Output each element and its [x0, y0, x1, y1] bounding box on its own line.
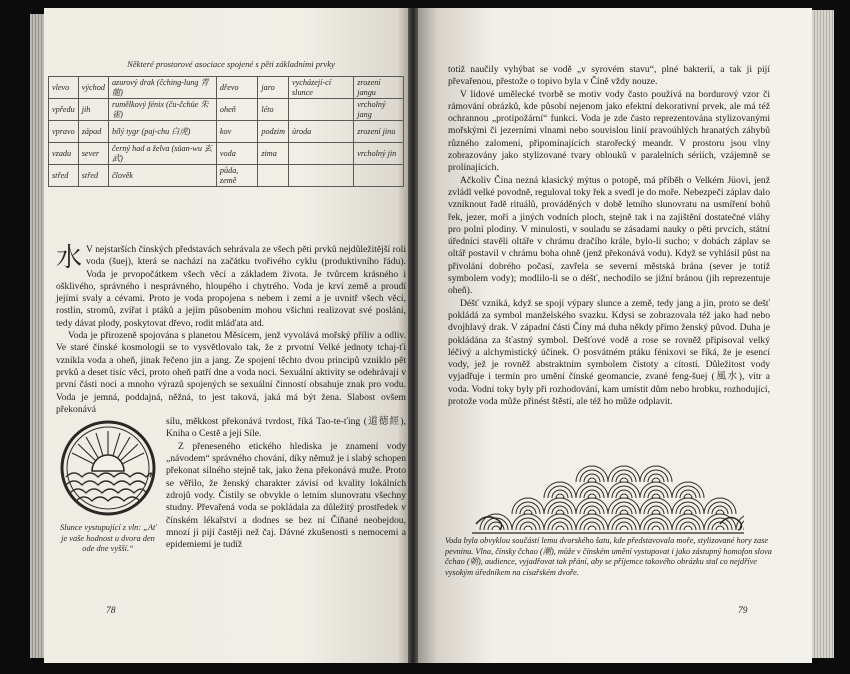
table-cell: černý had a želva (süan-wu 玄武) [108, 143, 216, 165]
wave-scale-arc [556, 494, 564, 498]
wave-scale-arc [620, 526, 628, 530]
wave-scale-arc [644, 518, 668, 530]
wave-scale-arc [708, 502, 732, 514]
table-cell: vrcholný jang [354, 99, 404, 121]
wave-scale-arc [684, 510, 692, 514]
table-cell: zima [258, 143, 289, 165]
book-spine [408, 8, 418, 663]
wave-scale-arc [556, 510, 564, 514]
wave-scale-arc [620, 478, 628, 482]
stylized-waves-icon [472, 454, 744, 534]
table-cell: oheň [216, 99, 257, 121]
table-cell: zrození jinu [354, 121, 404, 143]
table-cell: sever [78, 143, 108, 165]
table-cell: jih [78, 99, 108, 121]
left-body-text [56, 244, 406, 569]
wave-scale-arc [652, 494, 660, 498]
paragraph: Z přeneseného etického hlediska je znamení vody „návodem“ správného chování, díky němuž je i slabý schopen překonat silného stejně tak, jako žena překonává muže. Proto se věřilo, že ženský charakter závisí od kvality lokálních zdrojů vody. Čistily se obvykle o letním slunovratu všechny studny. Převařená voda se pokládala za důležitý prostředek v čínském lékařství a dodnes se bez ní Číňané neobejdou, mnozí ji pijí častěji než čaj. Dávné zkušenosti s nemocemi a epidemiemi je tudíž [166, 440, 406, 551]
table-row [49, 121, 404, 143]
paragraph: V lidové umělecké tvorbě se motiv vody často používá na bordurový vzor či rámování obrázků, kde působí nejenom jako efektní dekorativní prvek, ale má též ochrannou „protipožární“ funkci. Voda je zde často reprezentována stylizovanými mořskými či jezerními vlnami nebo souvislou linií pravoúhlých hranatých záhybů různého zalomení, připomínajících starořecký meandr. V prostoru jsou vlny zobrazovány jako stylizované tvary oblouků v paralelních sériích, vzájemně se prolínajících. [448, 88, 770, 174]
paragraph: totiž naučily vyhýbat se vodě „v syrovém stavu“, plné bakterií, a tak ji pijí převařenou, přestože o topivo byla v Číně vždy nouze. [448, 64, 770, 88]
table-cell: vycházejí-cí slunce [289, 77, 354, 99]
table-row [49, 99, 404, 121]
table-row [49, 77, 404, 99]
wave-scale-arc [620, 494, 628, 498]
table-cell: podzim [258, 121, 289, 143]
wave-scale-arc [548, 518, 572, 530]
paragraph: sílu, měkkost překonává tvrdost, říká Tao-te-ťing (道德經), Kniha o Cestě a její Síle. [166, 416, 406, 440]
wave-scale-arc [524, 526, 532, 530]
table-cell: západ [78, 121, 108, 143]
wave-scale-arc [612, 486, 636, 498]
table-cell: člověk [108, 165, 216, 187]
water-character-dropcap: 水 [56, 243, 83, 273]
table-caption: Některé prostorové asociace spojené s pěti základními prvky [127, 59, 335, 69]
table-cell: azurový drak (čching-lung 青龍) [108, 77, 216, 99]
table-cell: kov [216, 121, 257, 143]
paragraph: Déšť vzniká, když se spojí výpary slunce a země, tedy jang a jin, proto se dešť pokládá za symbol manželského svazku. Kdysi se zobrazovala též jako had nebo dvojhlavý drak. V západní části Číny má duha někdy přímo ženský původ. Duha je pokládána za šťastný symbol. Dešťové vodě a rose se rovněž připisoval velký léčivý a alchymistický účinek. O posvátném ptáku fénixovi se říká, že je esencí vody, jež je rovněž abstraktním symbolem čistoty a cítostí. Důležitost vody vyjadřuje i termín pro umění čínské geomancie, zvané feng-šuej (風水), vítr a voda. Vodní toky byly při rozhodování, kam umístit dům nebo hrobku, rozhodující, protože voda může přinést štěstí, ale též ho může odplavit. [448, 297, 770, 408]
wave-scale-arc [516, 502, 540, 514]
book-page-edges-right [812, 10, 834, 658]
rising-sun-illustration [56, 419, 160, 569]
table-cell: zrození jangu [354, 77, 404, 99]
wave-scale-arc [484, 518, 508, 530]
wave-scale-arc [580, 502, 604, 514]
wave-scale-arc [612, 518, 636, 530]
wave-scale-arc [644, 486, 668, 498]
wave-scale-arc [652, 526, 660, 530]
table-cell: jaro [258, 77, 289, 99]
table-cell: půda, země [216, 165, 257, 187]
page-number-right: 79 [738, 606, 748, 616]
wave-scale-arc [492, 526, 500, 530]
wave-scale-arc [684, 526, 692, 530]
table-cell: voda [216, 143, 257, 165]
table-cell: úroda [289, 121, 354, 143]
table-cell: bílý tygr (paj-chu 白虎) [108, 121, 216, 143]
wave-scale-arc [580, 470, 604, 482]
table-cell: vpředu [49, 99, 79, 121]
wave-scale-arc [588, 494, 596, 498]
table-cell: léto [258, 99, 289, 121]
wave-scale-arc [676, 502, 700, 514]
wave-scale-arc [580, 486, 604, 498]
associations-table [48, 76, 404, 187]
table-cell [354, 165, 404, 187]
wave-scale-arc [644, 470, 668, 482]
wave-scale-arc [588, 526, 596, 530]
wave-scale-arc [684, 494, 692, 498]
table-cell: střed [49, 165, 79, 187]
wave-scale-arc [548, 486, 572, 498]
wave-scale-arc [644, 502, 668, 514]
table-cell: vlevo [49, 77, 79, 99]
table-cell [289, 143, 354, 165]
page-number-left: 78 [106, 606, 116, 616]
wave-scale-arc [716, 526, 724, 530]
table-cell: vpravo [49, 121, 79, 143]
wave-scale-arc [556, 526, 564, 530]
wave-scale-arc [580, 518, 604, 530]
paragraph: Voda je přirozeně spojována s planetou Měsícem, jenž vyvolává mořský příliv a odliv. Ve staré čínské kosmologii se to vysvětlovalo tak, že z prvotní Velké jednoty tchaj-ťi vznikla voda a oheň, jinak řečeno jin a jang. Ze spojení těchto dvou principů vzniklo pět prvků a deset tisíc věcí, proto oheň patří dne a voda noci. Sexuální aktivity se odehrávají v první části noci a mnoho výrazů spojených se sexuální činností obsahuje znak pro vodu. Voda je jemná, poddajná, něžná, to jest taková, jaká má být žena. Slabost ovšem překonává [56, 330, 406, 415]
waves-illustration-caption: Voda byla obvyklou součástí lemu dvorského šatu, kde představovala moře, stylizované hory zase pevninu. Vlna, čínsky čchao (潮), může v čínském umění vystupovat i jako zástupný homofon slova čchao (朝), audience, vyjadřovat tak přání, aby se příjemce takového obrázku stal co nejdříve vysokým úředníkem na císařském dvoře. [445, 536, 772, 577]
table-row [49, 165, 404, 187]
wave-scale-arc [524, 510, 532, 514]
right-body-text [448, 64, 770, 408]
table-cell [289, 99, 354, 121]
wave-scale-arc [676, 518, 700, 530]
wave-scale-arc [620, 510, 628, 514]
book-page-edges-left [30, 14, 44, 658]
wave-scale-arc [676, 486, 700, 498]
sun-over-waves-icon [56, 419, 160, 517]
table-cell: dřevo [216, 77, 257, 99]
wave-scale-arc [612, 502, 636, 514]
wave-scale-arc [652, 478, 660, 482]
sun-illustration-caption: Slunce vystupující z vln: „Ať je vaše hodnost u dvora den ode dne vyšší.“ [59, 523, 157, 554]
wave-scale-arc [716, 510, 724, 514]
wave-scale-arc [588, 510, 596, 514]
wave-scale-arc [588, 478, 596, 482]
table-row [49, 143, 404, 165]
paragraph: V nejstarších čínských představách sehrávala ze všech pěti prvků nejdůležitější roli voda (šuej), která se nachází na začátku tvořivého cyklu (produktivního řádu). Voda je prvopočátkem všech věcí a základem života. Je tvůrcem krásného i ošklivého, správného i nesprávného, hloupého i chytrého. Voda je krví země a proudí jejími svaly a cévami. Proto je voda propojena s nebem i zemí a je uvnitř všech věcí, rostlin, stromů, zvířat i ptáků a jejím působením mohou všichni realizovat své poslání, tedy dávat plody, poskytovat dřevo, rodit mláďata atd. [56, 244, 406, 329]
paragraph: Ačkoliv Čína nezná klasický mýtus o potopě, má příběh o Velkém Jüovi, jenž zvládl velké povodně, reguloval toky řek a svedl je do moře. Nebezpečí záplav dalo vzniknout řadě rituálů, prováděných v době letního slunovratu na usmíření bohů řek, jezer, moří a jiných vodních ploch, stejně tak i na zajištění dostatečné vláhy pro polní plodiny. V minulosti, v souladu se zásadami nauky o pěti prvcích, státní úředníci stavěli oltáře v chrámu dračího krále, bylo-li sucho; v dobách záplav se oltář postavil v chrámu boha ohně (jenž překonává vodu). Když se vyhlásil půst na přivolání dobrého počasí, zavřela se severní městská brána (sever je totiž symbolem vody); modlilo-li se o déšť, nechodilo se jižní bránou (jih reprezentuje oheň). [448, 174, 770, 297]
wave-scale-arc [548, 502, 572, 514]
table-cell [289, 165, 354, 187]
table-cell: střed [78, 165, 108, 187]
table-cell: vzadu [49, 143, 79, 165]
table-cell: východ [78, 77, 108, 99]
wave-scale-arc [612, 470, 636, 482]
wave-scale-arc [652, 510, 660, 514]
table-cell: rumělkový fénix (ču-čchüe 朱雀) [108, 99, 216, 121]
table-cell: vrcholný jin [354, 143, 404, 165]
wave-scale-arc [516, 518, 540, 530]
table-cell [258, 165, 289, 187]
